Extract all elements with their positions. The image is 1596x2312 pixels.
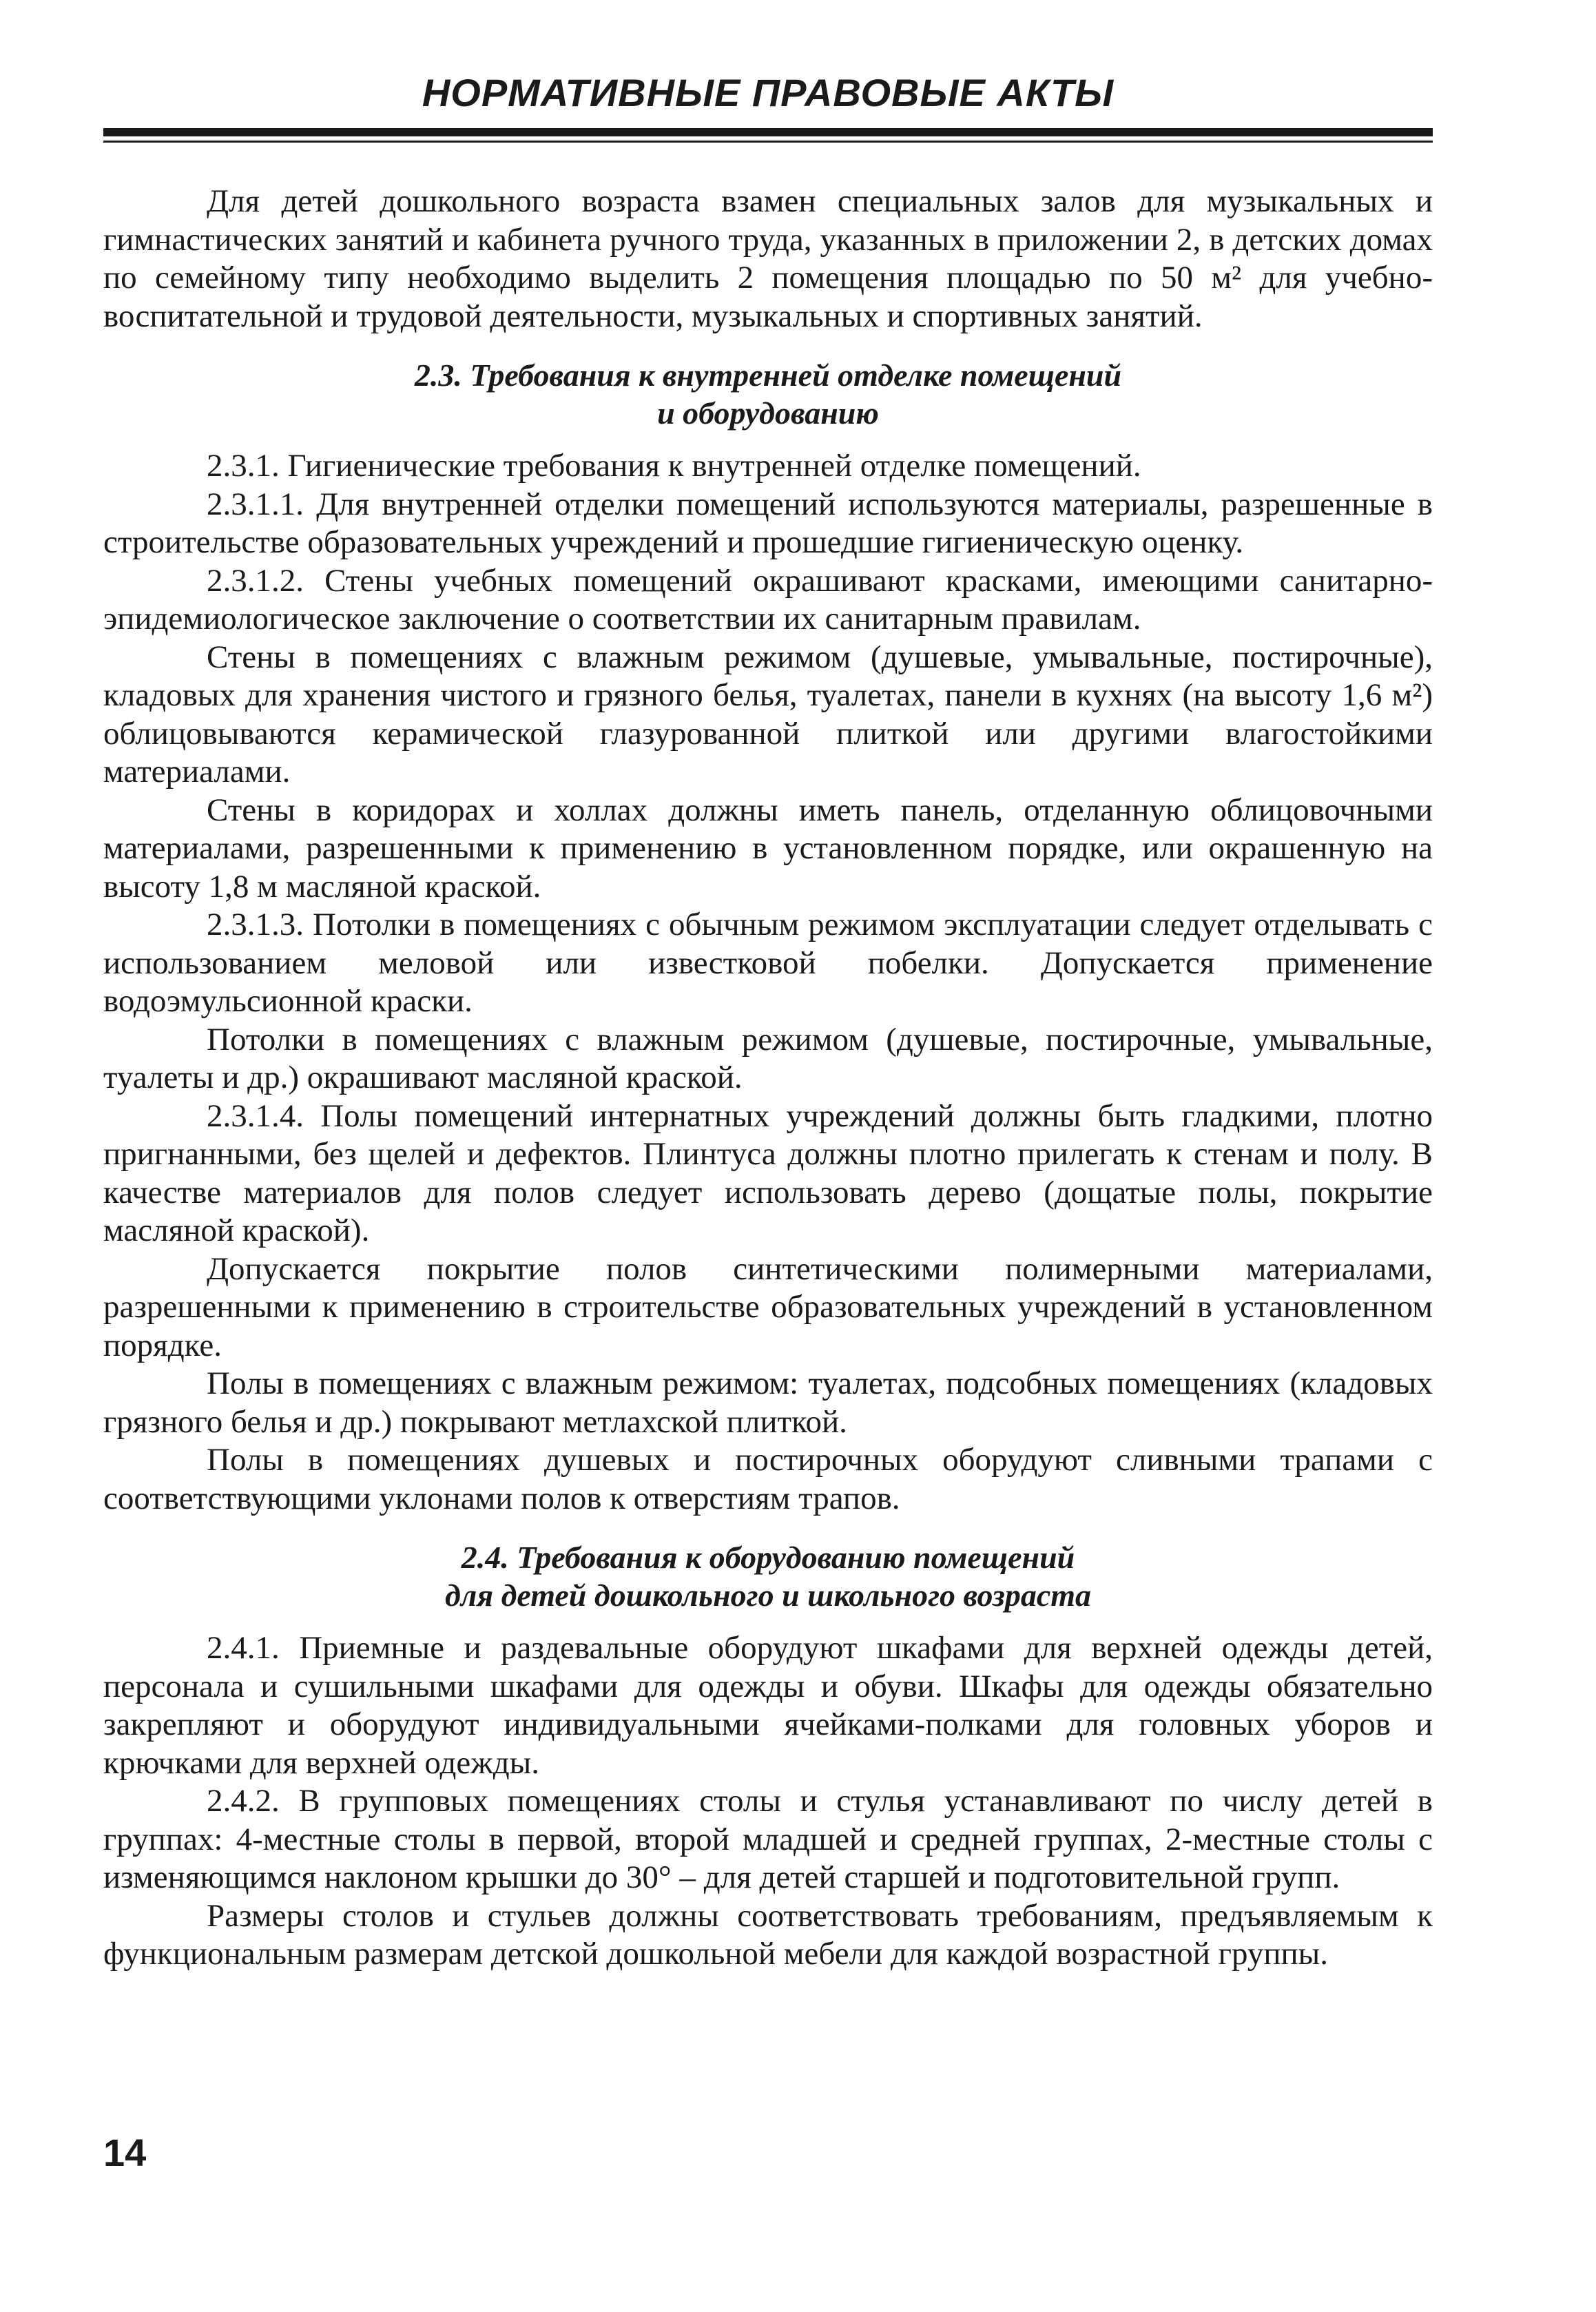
running-header-title: НОРМАТИВНЫЕ ПРАВОВЫЕ АКТЫ	[422, 71, 1115, 114]
paragraph-ceilings-wet: Потолки в помещениях с влажным режимом (душевые, постирочные, умывальные, туалеты и др.) окрашивают масляной краской.	[103, 1021, 1433, 1095]
paragraph-floors-polymer: Допускается покрытие полов синтетическими полимерными материалами, разрешенными к применению в строительстве образовательных учреждений в установленном порядке.	[103, 1250, 1433, 1363]
paragraph-2-3-1-3: 2.3.1.3. Потолки в помещениях с обычным режимом эксплуатации следует отделывать с использованием меловой или известковой побелки. Допускается применение водоэмульсионной краски.	[103, 907, 1433, 1019]
section-heading-2-3-line1: 2.3. Требования к внутренней отделке помещений	[414, 358, 1122, 393]
section-heading-2-4	[103, 1538, 1433, 1614]
section-heading-2-3	[103, 356, 1433, 432]
paragraph-walls-corridors: Стены в коридорах и холлах должны иметь панель, отделанную облицовочными материалами, разрешенными к применению в установленном порядке, или окрашенную на высоту 1,8 м масляной краской.	[103, 792, 1433, 905]
paragraph-floors-showers: Полы в помещениях душевых и постирочных оборудуют сливными трапами с соответствующими уклонами полов к отверстиям трапов.	[103, 1442, 1433, 1516]
paragraph-2-3-1-4: 2.3.1.4. Полы помещений интернатных учреждений должны быть гладкими, плотно пригнанными, без щелей и дефектов. Плинтуса должны плотно прилегать к стенам и полу. В качестве материалов для полов следует использовать дерево (дощатые полы, покрытие масляной краской).	[103, 1097, 1433, 1248]
paragraph-2-4-1: 2.4.1. Приемные и раздевальные оборудуют шкафами для верхней одежды детей, персонала и сушильными шкафами для одежды и обуви. Шкафы для одежды обязательно закрепляют и оборудуют индивидуальными ячейками-полками для головных уборов и крючками для верхней одежды.	[103, 1630, 1433, 1781]
paragraph-floors-wet: Полы в помещениях с влажным режимом: туалетах, подсобных помещениях (кладовых грязного белья и др.) покрывают метлахской плиткой.	[103, 1365, 1433, 1440]
paragraph-2-3-1-2: 2.3.1.2. Стены учебных помещений окрашивают красками, имеющими санитарно-эпидемиологическое заключение о соответствии их санитарным правилам.	[103, 562, 1433, 637]
section-heading-2-3-line2: и оборудованию	[657, 395, 879, 431]
body-text	[103, 183, 1433, 1974]
header-rule-thin	[103, 141, 1433, 143]
paragraph-2-3-1: 2.3.1. Гигиенические требования к внутренней отделке помещений.	[207, 448, 1141, 484]
intro-paragraph: Для детей дошкольного возраста взамен специальных залов для музыкальных и гимнастических занятий и кабинета ручного труда, указанных в приложении 2, в детских домах по семейному типу необходимо выделить 2 помещения площадью по 50 м² для учебно-воспитательной и трудовой деятельности, музыкальных и спортивных занятий.	[103, 183, 1433, 334]
header-rule-thick	[103, 128, 1433, 136]
paragraph-walls-wet: Стены в помещениях с влажным режимом (душевые, умывальные, постирочные), кладовых для хранения чистого и грязного белья, туалетах, панели в кухнях (на высоту 1,6 м²) облицовываются керамической глазурованной плиткой или другими влагостойкими материалами.	[103, 639, 1433, 789]
section-heading-2-4-line2: для детей дошкольного и школьного возраста	[444, 1578, 1092, 1613]
page-number: 14	[103, 2131, 147, 2174]
paragraph-furniture-sizes: Размеры столов и стульев должны соответствовать требованиям, предъявляемым к функциональным размерам детской дошкольной мебели для каждой возрастной группы.	[103, 1897, 1433, 1972]
section-heading-2-4-line1: 2.4. Требования к оборудованию помещений	[461, 1540, 1075, 1575]
paragraph-2-3-1-1: 2.3.1.1. Для внутренней отделки помещений используются материалы, разрешенные в строительстве образовательных учреждений и прошедшие гигиеническую оценку.	[103, 486, 1433, 560]
paragraph-2-4-2: 2.4.2. В групповых помещениях столы и стулья устанавливают по числу детей в группах: 4-местные столы в первой, второй младшей и средней группах, 2-местные столы с изменяющимся наклоном крышки до 30° – для детей старшей и подготовительной групп.	[103, 1783, 1433, 1895]
